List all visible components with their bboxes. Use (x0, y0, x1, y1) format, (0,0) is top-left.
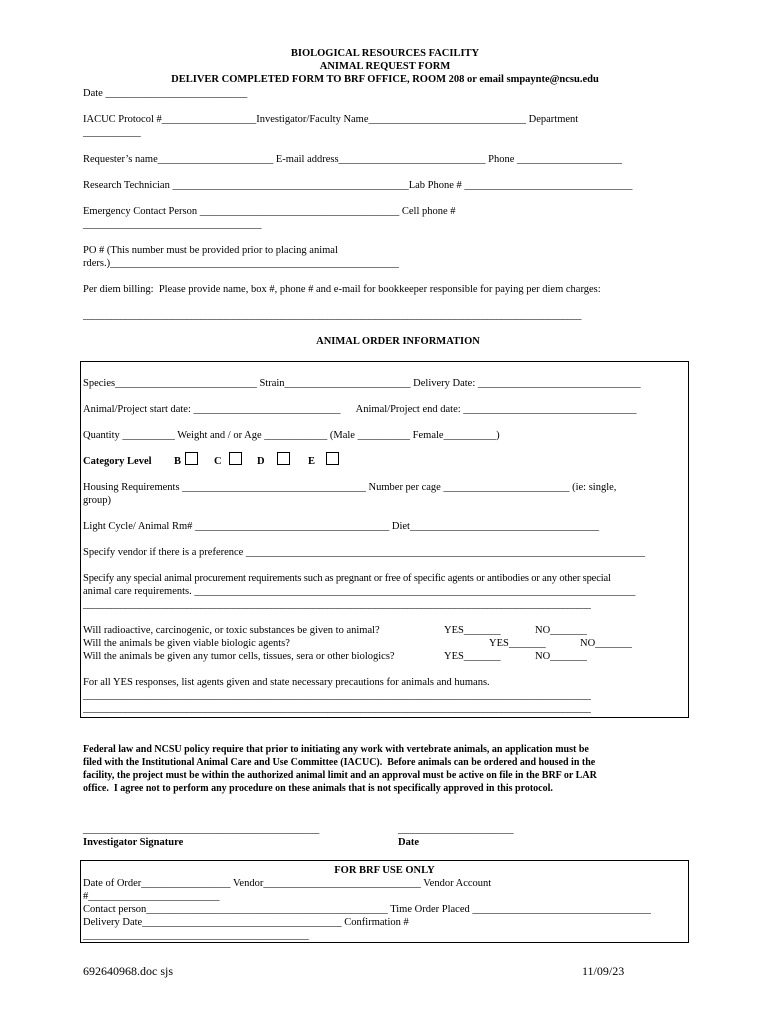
department-field-cont[interactable]: ___________ (83, 127, 141, 138)
requester-field[interactable]: Requester’s name______________________ E-mail address____________________________ Phone ____________________ (83, 154, 623, 165)
header-title: BIOLOGICAL RESOURCES FACILITY (290, 48, 480, 59)
technician-field[interactable]: Research Technician _____________________________________________Lab Phone # ________________________________ (83, 180, 633, 191)
signature-date-label: Date (398, 837, 419, 848)
light-cycle-field[interactable]: Light Cycle/ Animal Rm# _____________________________________ Diet____________________________________ (83, 521, 599, 532)
project-dates-field[interactable]: Animal/Project start date: ____________________________ Animal/Project end date: _________________________________ (83, 404, 637, 415)
biologic-yes-field[interactable]: YES_______ (489, 638, 546, 649)
precautions-field[interactable]: ____________________________________________________________________________________________________________ (83, 690, 591, 701)
footer-date: 11/09/23 (582, 964, 625, 978)
policy-text-3: facility, the project must be within the authorized animal limit and an approval must be active on file in the BRF or LAR (83, 770, 597, 781)
date-field[interactable]: Date ___________________________ (83, 88, 248, 99)
footer-filename: 692640968.doc sjs (83, 964, 173, 978)
category-d-checkbox[interactable] (277, 452, 290, 465)
signature-date-field[interactable]: ______________________ (398, 824, 514, 835)
iacuc-field[interactable]: IACUC Protocol #__________________Investigator/Faculty Name______________________________ Department (83, 114, 579, 125)
header-subtitle: ANIMAL REQUEST FORM (319, 61, 451, 72)
category-c-label: C (214, 456, 222, 467)
brf-use-title: FOR BRF USE ONLY (334, 865, 435, 876)
special-requirements-field-cont[interactable]: ____________________________________________________________________________________________________________ (83, 599, 591, 610)
tumor-yes-field[interactable]: YES_______ (444, 651, 501, 662)
vendor-preference-field[interactable]: Specify vendor if there is a preference ____________________________________________________________________________ (83, 547, 645, 558)
category-c-checkbox[interactable] (229, 452, 242, 465)
po-label: PO # (This number must be provided prior to placing animal (83, 245, 338, 256)
header-instructions: DELIVER COMPLETED FORM TO BRF OFFICE, ROOM 208 or email smpaynte@ncsu.edu (171, 74, 599, 85)
radioactive-no-field[interactable]: NO_______ (535, 625, 587, 636)
emergency-contact-field[interactable]: Emergency Contact Person ______________________________________ Cell phone # (83, 206, 456, 217)
perdiem-field[interactable]: __________________________________________________________________________________________________________ (83, 310, 582, 321)
housing-field-cont: group) (83, 495, 111, 506)
cell-phone-field-cont[interactable]: __________________________________ (83, 219, 262, 230)
question-tumor-cells: Will the animals be given any tumor cells, tissues, sera or other biologics? (83, 651, 395, 662)
quantity-field[interactable]: Quantity __________ Weight and / or Age ____________ (Male __________ Female__________) (83, 430, 500, 441)
yes-responses-note: For all YES responses, list agents given and state necessary precautions for animals and humans. (83, 677, 490, 688)
category-b-label: B (174, 456, 182, 467)
policy-text-1: Federal law and NCSU policy require that prior to initiating any work with vertebrate animals, an application must be (83, 744, 589, 755)
perdiem-label: Per diem billing: Please provide name, box #, phone # and e-mail for bookkeeper responsible for paying per diem charges: (83, 284, 601, 295)
policy-text-4: office. I agree not to perform any procedure on these animals that is not specifically approved in this protocol. (83, 783, 553, 794)
category-e-checkbox[interactable] (326, 452, 339, 465)
category-e-label: E (308, 456, 316, 467)
category-d-label: D (257, 456, 265, 467)
delivery-date-field[interactable]: Delivery Date______________________________________ Confirmation # (83, 917, 409, 928)
species-field[interactable]: Species___________________________ Strain________________________ Delivery Date: _______________________________ (83, 378, 641, 389)
contact-person-field[interactable]: Contact person______________________________________________ Time Order Placed __________________________________ (83, 904, 651, 915)
tumor-no-field[interactable]: NO_______ (535, 651, 587, 662)
policy-text-2: filed with the Institutional Animal Care and Use Committee (IACUC). Before animals can be ordered and housed in the (83, 757, 596, 768)
order-info-box (80, 361, 689, 718)
question-radioactive: Will radioactive, carcinogenic, or toxic substances be given to animal? (83, 625, 380, 636)
po-field[interactable]: rders.)_______________________________________________________ (83, 258, 399, 269)
precautions-field-cont[interactable]: ____________________________________________________________________________________________________________ (83, 703, 591, 714)
investigator-signature-field[interactable]: _____________________________________________ (83, 824, 320, 835)
brf-use-box (80, 860, 689, 943)
special-requirements-label: Specify any special animal procurement requirements such as pregnant or free of specific agents or antibodies or any other special (83, 573, 611, 584)
biologic-no-field[interactable]: NO_______ (580, 638, 632, 649)
confirmation-field[interactable]: ___________________________________________ (83, 930, 309, 941)
vendor-account-field[interactable]: #_________________________ (83, 891, 220, 902)
category-level-label: Category Level (83, 456, 152, 467)
category-b-checkbox[interactable] (185, 452, 198, 465)
special-requirements-field[interactable]: animal care requirements. ____________________________________________________________________________________ (83, 586, 636, 597)
investigator-signature-label: Investigator Signature (83, 837, 184, 848)
order-vendor-field[interactable]: Date of Order_________________ Vendor______________________________ Vendor Account (83, 878, 492, 889)
housing-field[interactable]: Housing Requirements ___________________________________ Number per cage ________________________ (ie: single, (83, 482, 617, 493)
radioactive-yes-field[interactable]: YES_______ (444, 625, 501, 636)
order-section-title: ANIMAL ORDER INFORMATION (316, 336, 480, 347)
question-biologic-agents: Will the animals be given viable biologic agents? (83, 638, 290, 649)
